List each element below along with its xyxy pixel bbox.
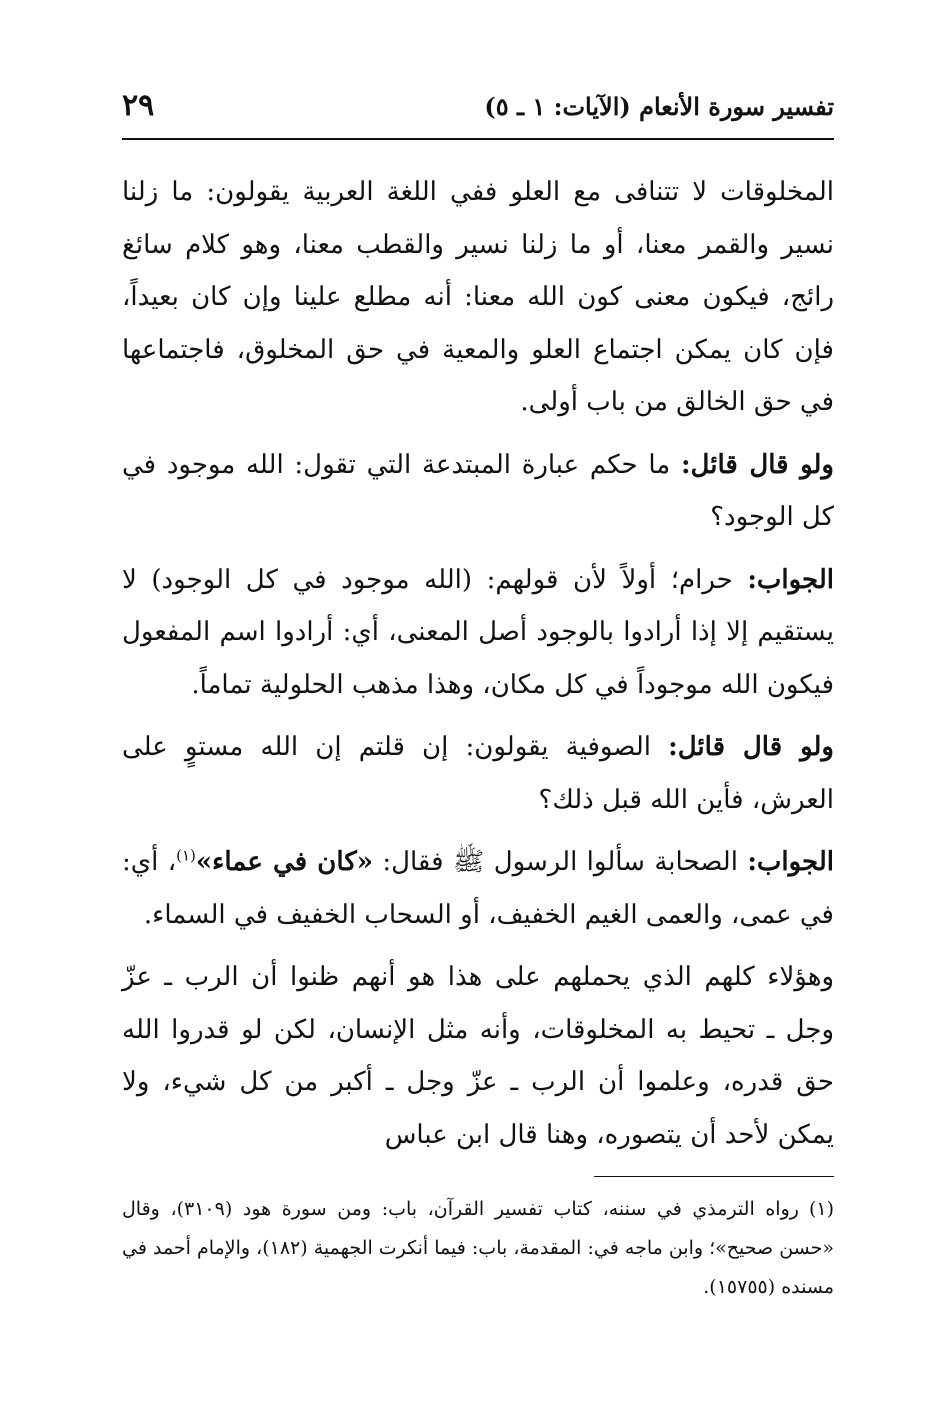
- paragraph-5: [122, 836, 834, 941]
- question-lead: ولو قال قائل:: [668, 732, 834, 762]
- page-number: ٢٩: [122, 88, 155, 123]
- running-title: تفسير سورة الأنعام (الآيات: ١ ـ ٥): [484, 92, 834, 121]
- paragraph-1: [122, 166, 834, 429]
- main-text: [122, 166, 834, 1171]
- hadith-quote: «كان في عماء»: [195, 847, 373, 877]
- paragraph-text: وهؤلاء كلهم الذي يحملهم على هذا هو أنهم ظنوا أن الرب ـ عزّ وجل ـ تحيط به المخلوقات، وأنه مثل الإنسان، لكن لو قدروا الله حق قدره، وعلموا أن الرب ـ عزّ وجل ـ أكبر من كل شيء، ولا يمكن لأحد أن يتصوره، وهنا قال ابن عباس: [122, 962, 834, 1150]
- paragraph-text: المخلوقات لا تتنافى مع العلو ففي اللغة العربية يقولون: ما زلنا نسير والقمر معنا، أو ما زلنا نسير والقطب معنا، وهو كلام سائغ رائج، فيكون معنى كون الله معنا: أنه مطلع علينا وإن كان بعيداً، فإن كان يمكن اجتماع العلو والمعية في حق المخلوق، فاجتماعها في حق الخالق من باب أولى.: [122, 177, 834, 417]
- question-lead: ولو قال قائل:: [680, 449, 834, 480]
- footnote-marker: (١): [808, 1198, 834, 1220]
- page-header: [122, 88, 834, 134]
- paragraph-text: ، أي: في عمى، والعمى الغيم الخفيف، أو السحاب الخفيف في السماء.: [122, 847, 834, 930]
- paragraph-text: ما حكم عبارة المبتدعة التي تقول: الله موجود في كل الوجود؟: [122, 449, 834, 532]
- footnote-separator: [594, 1176, 834, 1177]
- footnote-reference[interactable]: (١): [176, 846, 196, 865]
- footnote-text: رواه الترمذي في سننه، كتاب تفسير القرآن، باب: ومن سورة هود (٣١٠٩)، وقال «حسن صحيح»؛ وابن ماجه في: المقدمة، باب: فيما أنكرت الجهمية (١٨٢)، والإمام أحمد في مسنده (١٥٧٥٥).: [122, 1198, 834, 1298]
- paragraph-text: الصوفية يقولون: إن قلتم إن الله مستوٍ على العرش، فأين الله قبل ذلك؟: [122, 732, 834, 815]
- paragraph-2: [122, 439, 834, 544]
- header-rule: [122, 138, 834, 140]
- paragraph-text: الصحابة سألوا الرسول ﷺ فقال:: [372, 847, 748, 877]
- paragraph-text: حرام؛ أولاً لأن قولهم: (الله موجود في كل الوجود) لا يستقيم إلا إذا أرادوا بالوجود أصل المعنى، أي: أرادوا اسم المفعول فيكون الله موجوداً في كل مكان، وهذا مذهب الحلولية تماماً.: [122, 564, 834, 700]
- paragraph-4: [122, 721, 834, 826]
- footnote: [122, 1190, 834, 1307]
- answer-lead: الجواب:: [747, 847, 834, 877]
- answer-lead: الجواب:: [747, 564, 834, 595]
- paragraph-3: [122, 554, 834, 712]
- paragraph-6: [122, 951, 834, 1161]
